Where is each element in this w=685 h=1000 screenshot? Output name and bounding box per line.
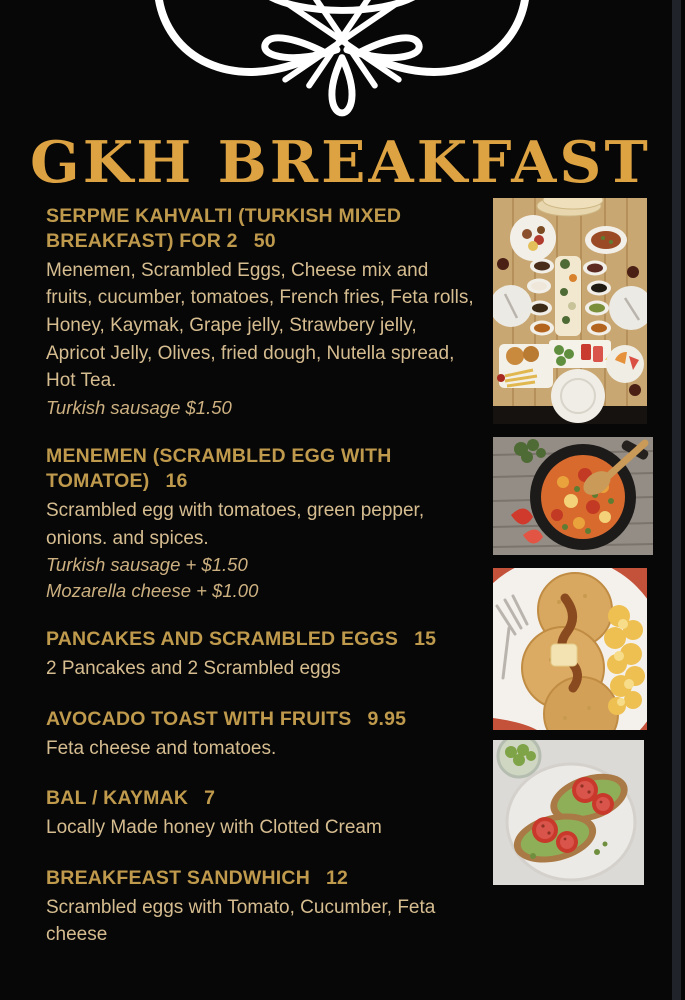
menu-item-name: AVOCADO TOAST WITH FRUITS — [46, 707, 352, 730]
menu-item-description: Locally Made honey with Clotted Cream — [46, 817, 382, 839]
page-title: GKH BREAKFAST — [30, 129, 651, 196]
menu-item-description: 2 Pancakes and 2 Scrambled eggs — [46, 658, 341, 680]
menu-item-pancakes — [46, 627, 476, 683]
menu-item-name: PANCAKES AND SCRAMBLED EGGS — [46, 628, 399, 651]
menu-item-title — [46, 786, 476, 811]
menu-item-title — [46, 204, 476, 254]
menu-item-price: 7 — [204, 787, 216, 810]
menu-item-price: 50 — [253, 229, 276, 252]
flourish-ornament-icon — [148, 0, 536, 125]
menu-item-description: Menemen, Scrambled Eggs, Cheese mix and fruits, cucumber, tomatoes, French fries, Feta rolls, Honey, Kaymak, Grape jelly, Strawbery jelly, Apricot Jelly, Olives, fried dough, Nutella spread, Hot Tea. — [46, 259, 474, 392]
right-edge-strip — [672, 0, 681, 1000]
menu-item-name: SERPME KAHVALTI (TURKISH MIXED BREAKFAST) FOR 2 — [46, 205, 402, 252]
menu-item-title — [46, 444, 476, 494]
turkish-breakfast-spread-photo — [493, 198, 647, 424]
menemen-skillet-photo — [493, 437, 653, 555]
menu-item-menemen — [46, 444, 476, 603]
menu-item-note: Turkish sausage $1.50 — [46, 396, 232, 418]
menu-item-serpme-kahvalti — [46, 204, 476, 420]
avocado-toast-photo — [493, 740, 644, 885]
menu-item-name: BAL / KAYMAK — [46, 787, 189, 810]
menu-list — [46, 204, 476, 973]
menu-item-name: BREAKFEAST SANDWHICH — [46, 866, 310, 889]
menu-item-breakfast-sandwich — [46, 866, 476, 949]
menu-item-title — [46, 866, 476, 891]
menu-item-title — [46, 707, 476, 732]
menu-item-price: 12 — [326, 866, 349, 889]
menu-item-title — [46, 627, 476, 652]
menu-item-price: 16 — [165, 470, 188, 493]
menu-item-bal-kaymak — [46, 786, 476, 842]
menu-item-description: Scrambled egg with tomatoes, green pepper, onions. and spices. — [46, 500, 425, 549]
menu-item-avocado-toast — [46, 707, 476, 763]
pancakes-eggs-photo — [493, 568, 647, 730]
menu-item-note: Mozarella cheese + $1.00 — [46, 579, 259, 601]
menu-item-description: Feta cheese and tomatoes. — [46, 737, 277, 759]
menu-item-name: MENEMEN (SCRAMBLED EGG WITH TOMATOE) — [46, 445, 392, 493]
menu-item-description: Scrambled eggs with Tomato, Cucumber, Feta cheese — [46, 896, 436, 946]
menu-item-price: 15 — [414, 628, 437, 651]
menu-item-price: 9.95 — [367, 707, 407, 730]
menu-item-note: Turkish sausage + $1.50 — [46, 554, 248, 576]
